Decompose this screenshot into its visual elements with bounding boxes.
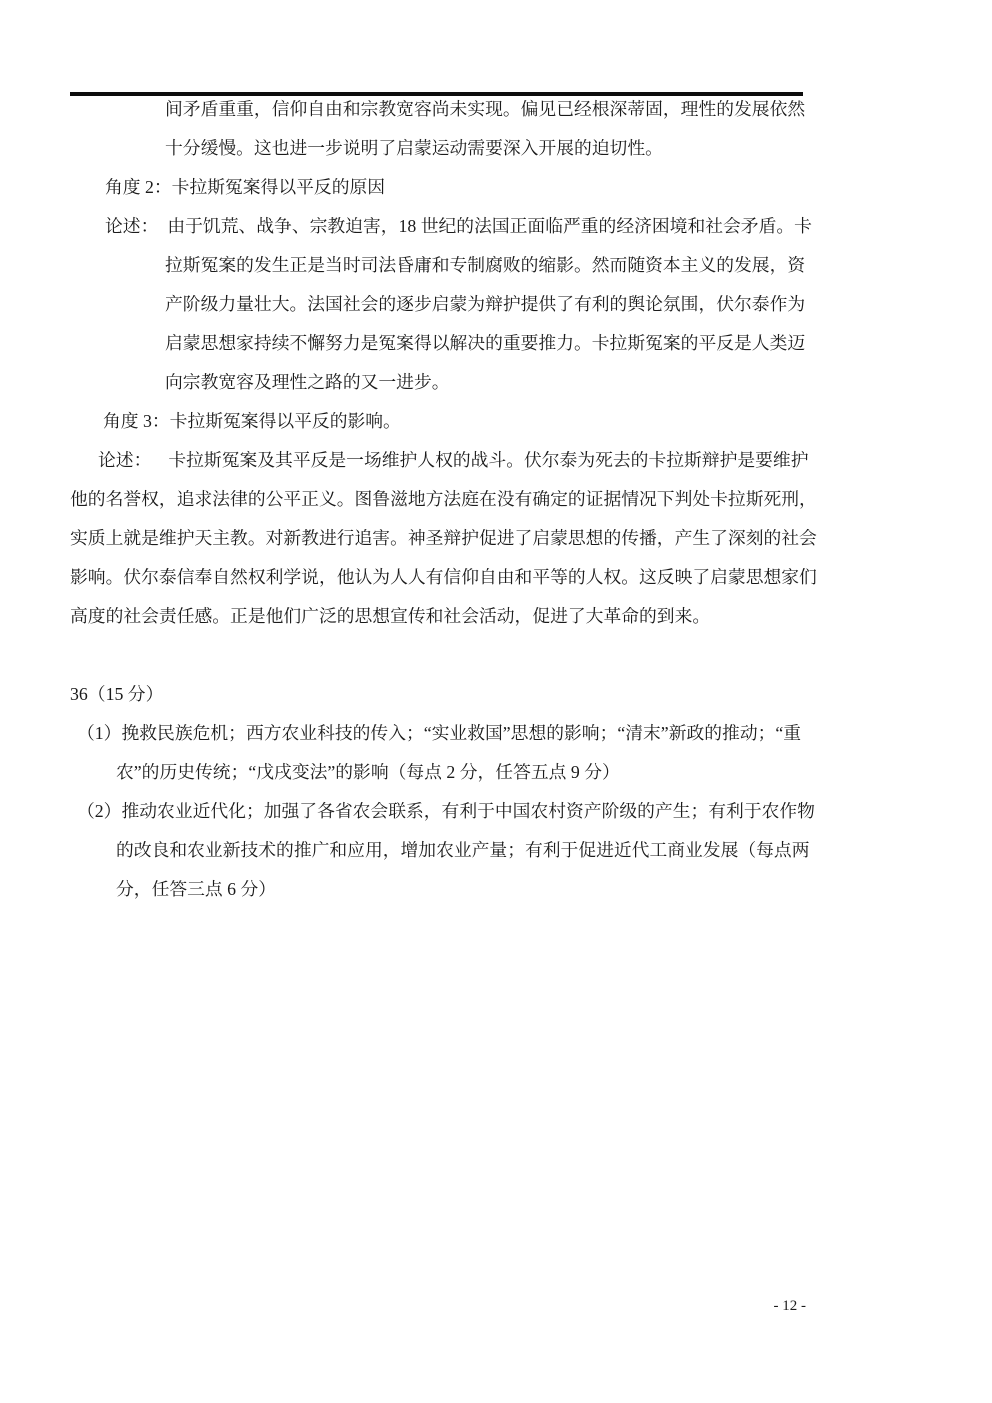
angle3-discussion-first-line bbox=[70, 441, 832, 480]
angle2-discussion-first-line bbox=[70, 207, 832, 246]
discussion-text-line: 他的名誉权，追求法律的公平正义。图鲁滋地方法庭在没有确定的证据情况下判处卡拉斯死刑， bbox=[70, 489, 817, 509]
page-number: - 12 - bbox=[773, 1298, 806, 1314]
question36-heading: 36（15 分） bbox=[70, 684, 164, 704]
discussion-text-line: 高度的社会责任感。正是他们广泛的思想宣传和社会活动，促进了大革命的到来。 bbox=[70, 606, 711, 626]
answer-text-line: 分，任答三点 6 分） bbox=[116, 879, 277, 899]
answer-part-label: （2） bbox=[77, 801, 122, 821]
answer-text-line: 农”的历史传统；“戊戌变法”的影响（每点 2 分，任答五点 9 分） bbox=[116, 762, 620, 782]
answer-text: 推动农业近代化；加强了各省农会联系，有利于中国农村资产阶级的产生；有利于农作物 bbox=[121, 801, 815, 821]
answer-text: 挽救民族危机；西方农业科技的传入；“实业救国”思想的影响；“清末”新政的推动；“重 bbox=[121, 723, 802, 743]
discussion-text-line: 启蒙思想家持续不懈努力是冤案得以解决的重要推力。卡拉斯冤案的平反是人类迈 bbox=[165, 333, 806, 353]
carryover-line: 间矛盾重重，信仰自由和宗教宽容尚未实现。偏见已经根深蒂固，理性的发展依然 bbox=[165, 99, 806, 119]
page-content bbox=[70, 90, 832, 909]
discussion-text-line: 实质上就是维护天主教。对新教进行追害。神圣辩护促进了启蒙思想的传播，产生了深刻的社会 bbox=[70, 528, 817, 548]
discussion-text: 卡拉斯冤案及其平反是一场维护人权的战斗。伏尔泰为死去的卡拉斯辩护是要维护 bbox=[168, 450, 809, 470]
discussion-text-line: 向宗教宽容及理性之路的又一进步。 bbox=[165, 372, 450, 392]
discussion-label: 论述： bbox=[98, 450, 152, 470]
discussion-text: 由于饥荒、战争、宗教迫害，18 世纪的法国正面临严重的经济困境和社会矛盾。卡 bbox=[167, 216, 812, 236]
angle3-heading: 角度 3：卡拉斯冤案得以平反的影响。 bbox=[103, 411, 401, 431]
answer-part1-first-line bbox=[70, 714, 832, 753]
discussion-text-line: 拉斯冤案的发生正是当时司法昏庸和专制腐败的缩影。然而随资本主义的发展，资 bbox=[165, 255, 806, 275]
discussion-label: 论述： bbox=[105, 216, 159, 236]
answer-text-line: 的改良和农业新技术的推广和应用，增加农业产量；有利于促进近代工商业发展（每点两 bbox=[116, 840, 810, 860]
carryover-line: 十分缓慢。这也进一步说明了启蒙运动需要深入开展的迫切性。 bbox=[165, 138, 663, 158]
discussion-text-line: 影响。伏尔泰信奉自然权利学说，他认为人人有信仰自由和平等的人权。这反映了启蒙思想家们 bbox=[70, 567, 817, 587]
answer-part-label: （1） bbox=[77, 723, 122, 743]
blank-line bbox=[70, 636, 832, 675]
discussion-text-line: 产阶级力量壮大。法国社会的逐步启蒙为辩护提供了有利的舆论氛围，伏尔泰作为 bbox=[165, 294, 806, 314]
angle2-heading: 角度 2：卡拉斯冤案得以平反的原因 bbox=[105, 177, 386, 197]
answer-part2-first-line bbox=[70, 792, 832, 831]
